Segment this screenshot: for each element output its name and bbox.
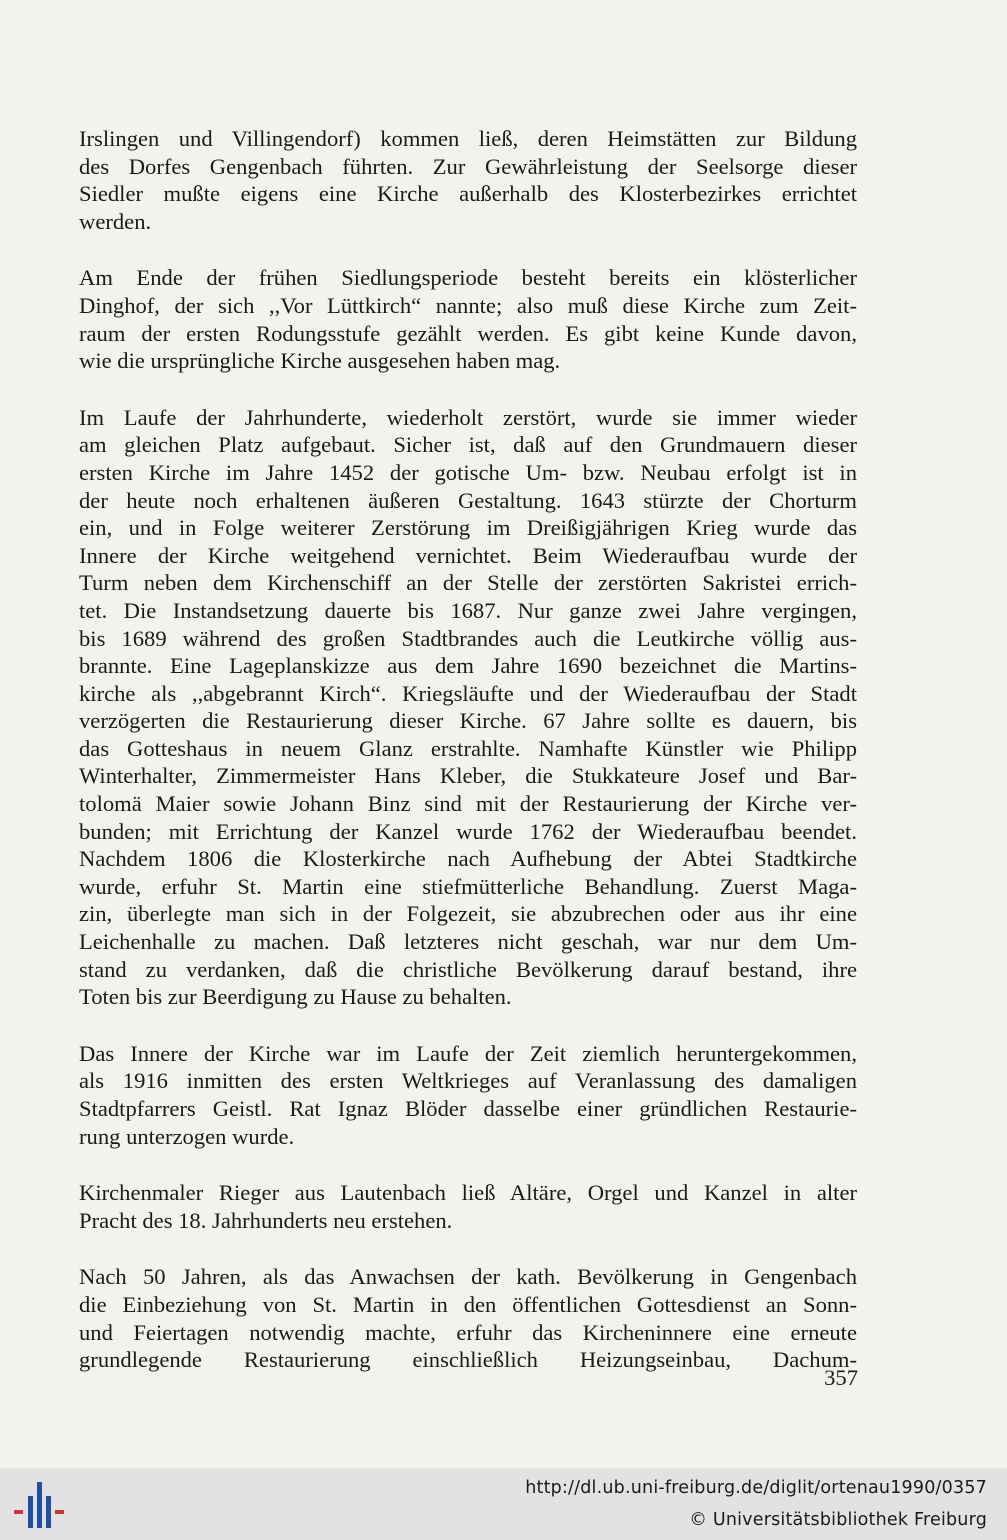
text-line: Dinghof, der sich ,,Vor Lüttkirch“ nannte; also muß diese Kirche zum Zeit- <box>79 292 857 318</box>
text-line: Das Innere der Kirche war im Laufe der Zeit ziemlich heruntergekommen, <box>79 1040 857 1066</box>
text-line: als 1916 inmitten des ersten Weltkrieges auf Veranlassung des damaligen <box>79 1068 857 1094</box>
text-line: bunden; mit Errichtung der Kanzel wurde 1762 der Wiederaufbau beendet. <box>79 818 857 844</box>
text-line: Turm neben dem Kirchenschiff an der Stelle der zerstörten Sakristei errich- <box>79 570 857 596</box>
text-line: stand zu verdanken, daß die christliche Bevölkerung darauf bestand, ihre <box>79 956 857 982</box>
paragraph <box>79 1263 857 1373</box>
text-line: der heute noch erhaltenen äußeren Gestaltung. 1643 stürzte der Chorturm <box>79 487 857 513</box>
text-line: zin, überlegte man sich in der Folgezeit, sie abzubrechen oder aus ihr eine <box>79 901 857 927</box>
text-line: werden. <box>79 208 152 234</box>
text-line: ersten Kirche im Jahre 1452 der gotische Um- bzw. Neubau erfolgt ist in <box>79 459 857 485</box>
text-line: kirche als ,,abgebrannt Kirch“. Kriegsläufte und der Wiederaufbau der Stadt <box>79 680 857 706</box>
body-text <box>79 125 857 1403</box>
text-line: und Feiertagen notwendig machte, erfuhr das Kircheninnere eine erneute <box>79 1319 857 1345</box>
paragraph <box>79 264 857 374</box>
paragraph <box>79 1040 857 1150</box>
paragraph <box>79 1179 857 1234</box>
text-line: Siedler mußte eigens eine Kirche außerhalb des Klosterbezirkes errichtet <box>79 181 857 207</box>
text-line: brannte. Eine Lageplanskizze aus dem Jahre 1690 bezeichnet die Martins- <box>79 653 857 679</box>
text-line: tolomä Maier sowie Johann Binz sind mit der Restaurierung der Kirche ver- <box>79 791 857 817</box>
paragraph <box>79 125 857 235</box>
text-line: Pracht des 18. Jahrhunderts neu erstehen. <box>79 1207 453 1233</box>
text-line: Toten bis zur Beerdigung zu Hause zu behalten. <box>79 984 512 1010</box>
text-line: verzögerten die Restaurierung dieser Kirche. 67 Jahre sollte es dauern, bis <box>79 708 857 734</box>
text-line: ein, und in Folge weiterer Zerstörung im Dreißigjährigen Krieg wurde das <box>79 515 857 541</box>
text-line: des Dorfes Gengenbach führten. Zur Gewährleistung der Seelsorge dieser <box>79 153 857 179</box>
text-line: grundlegende Restaurierung einschließlich Heizungseinbau, Dachum- <box>79 1347 857 1373</box>
ub-freiburg-logo-icon[interactable] <box>14 1480 64 1530</box>
text-line: Am Ende der frühen Siedlungsperiode besteht bereits ein klösterlicher <box>79 265 857 291</box>
text-line: wie die ursprüngliche Kirche ausgesehen haben mag. <box>79 348 561 374</box>
text-line: die Einbeziehung von St. Martin in den öffentlichen Gottesdienst an Sonn- <box>79 1291 857 1317</box>
text-line: raum der ersten Rodungsstufe gezählt werden. Es gibt keine Kunde davon, <box>79 320 857 346</box>
text-line: das Gotteshaus in neuem Glanz erstrahlte. Namhafte Künstler wie Philipp <box>79 735 857 761</box>
text-line: Nach 50 Jahren, als das Anwachsen der kath. Bevölkerung in Gengenbach <box>79 1264 857 1290</box>
text-line: rung unterzogen wurde. <box>79 1123 295 1149</box>
permalink-url[interactable]: http://dl.ub.uni-freiburg.de/diglit/ortenau1990/0357 <box>525 1478 987 1498</box>
text-line: Winterhalter, Zimmermeister Hans Kleber, die Stukkateure Josef und Bar- <box>79 763 857 789</box>
text-line: Stadtpfarrers Geistl. Rat Ignaz Blöder dasselbe einer gründlichen Restaurie- <box>79 1096 857 1121</box>
paragraph <box>79 404 857 1011</box>
text-line: Irslingen und Villingendorf) kommen ließ, deren Heimstätten zur Bildung <box>79 126 857 151</box>
text-line: tet. Die Instandsetzung dauerte bis 1687. Nur ganze zwei Jahre vergingen, <box>79 597 857 623</box>
text-line: wurde, erfuhr St. Martin eine stiefmütterliche Behandlung. Zuerst Maga- <box>79 873 857 899</box>
text-line: Innere der Kirche weitgehend vernichtet. Beim Wiederaufbau wurde der <box>79 542 857 568</box>
copyright-notice: © Universitätsbibliothek Freiburg <box>689 1510 987 1530</box>
page-number: 357 <box>824 1365 858 1390</box>
text-line: am gleichen Platz aufgebaut. Sicher ist, daß auf den Grundmauern dieser <box>79 432 857 458</box>
text-line: Leichenhalle zu machen. Daß letzteres nicht geschah, war nur dem Um- <box>79 929 857 955</box>
text-line: bis 1689 während des großen Stadtbrandes auch die Leutkirche völlig aus- <box>79 625 857 651</box>
text-line: Nachdem 1806 die Klosterkirche nach Aufhebung der Abtei Stadtkirche <box>79 846 857 872</box>
text-line: Kirchenmaler Rieger aus Lautenbach ließ Altäre, Orgel und Kanzel in alter <box>79 1180 857 1206</box>
text-line: Im Laufe der Jahrhunderte, wiederholt zerstört, wurde sie immer wieder <box>79 404 857 430</box>
footer-bar <box>0 1468 1007 1540</box>
